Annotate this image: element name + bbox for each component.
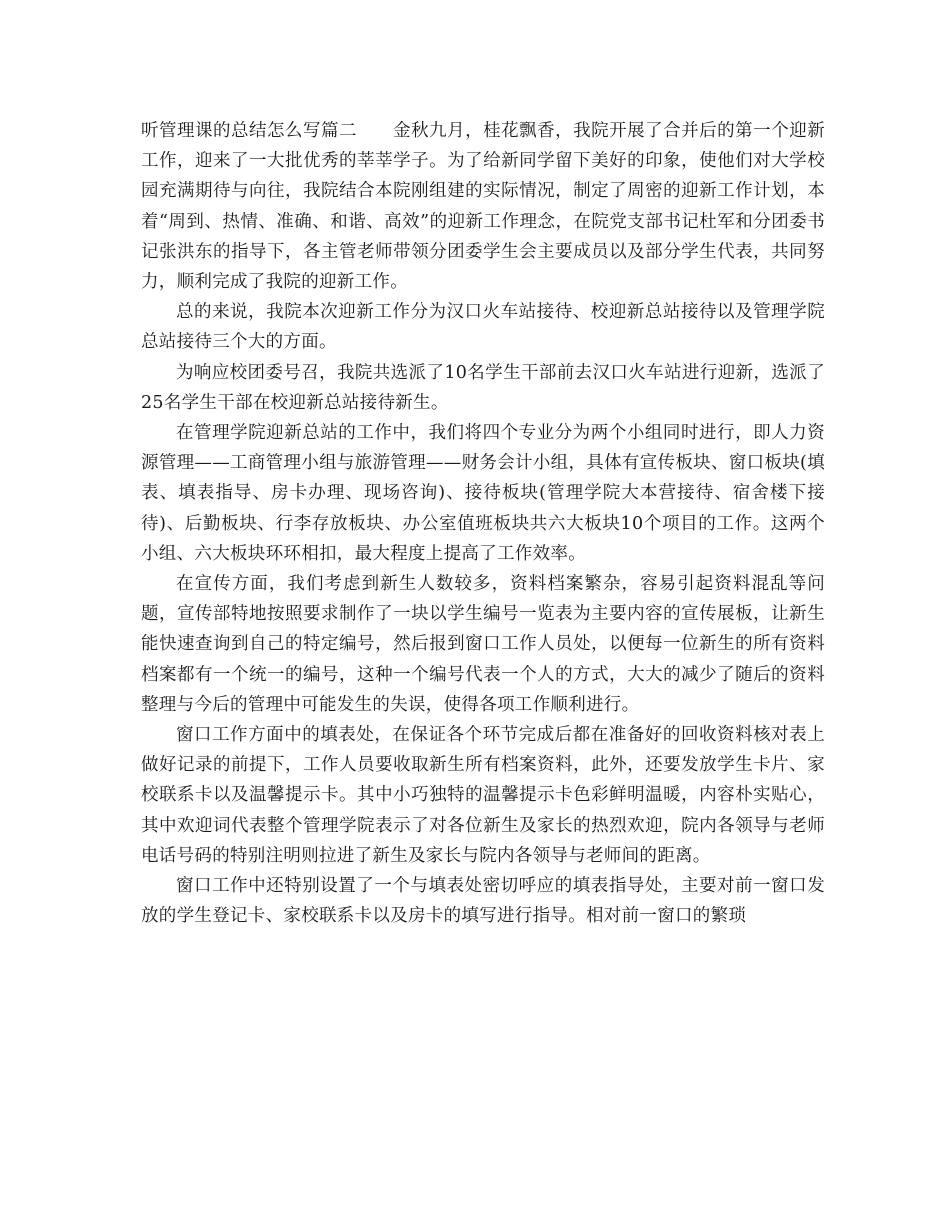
paragraph-6: 窗口工作方面中的填表处，在保证各个环节完成后都在准备好的回收资料核对表上做好记录的前提下，工作人员要收取新生所有档案资料，此外，还要发放学生卡片、家校联系卡以及温馨提示卡。其中小巧独特的温馨提示卡色彩鲜明温暖，内容朴实贴心，其中欢迎词代表整个管理学院表示了对各位新生及家长的热烈欢迎，院内各领导与老师电话号码的特别注明则拉进了新生及家长与院内各领导与老师间的距离。	[141, 725, 825, 866]
paragraph-7: 窗口工作中还特别设置了一个与填表处密切呼应的填表指导处，主要对前一窗口发放的学生登记卡、家校联系卡以及房卡的填写进行指导。相对前一窗口的繁琐	[141, 876, 825, 927]
paragraph-text: 金秋九月，桂花飘香，我院开展了合并后的第一个迎新工作，迎来了一大批优秀的莘莘学子。为了给新同学留下美好的印象，使他们对大学校园充满期待与向往，我院结合本院刚组建的实际情况，制定了周密的迎新工作计划，本着“周到、热情、准确、和谐、高效”的迎新工作理念，在院党支部书记杜军和分团委书记张洪东的指导下，各主管老师带领分团委学生会主要成员以及部分学生代表，共同努力，顺利完成了我院的迎新工作。	[141, 121, 825, 293]
opening-paragraph	[141, 116, 825, 297]
paragraph-5: 在宣传方面，我们考虑到新生人数较多，资料档案繁杂，容易引起资料混乱等问题，宣传部特地按照要求制作了一块以学生编号一览表为主要内容的宣传展板，让新生能快速查询到自己的特定编号，然后报到窗口工作人员处，以便每一位新生的所有资料档案都有一个统一的编号，这种一个编号代表一个人的方式，大大的减少了随后的资料整理与今后的管理中可能发生的失误，使得各项工作顺利进行。	[141, 574, 825, 715]
document-body	[141, 116, 825, 931]
paragraph-3: 为响应校团委号召，我院共选派了10名学生干部前去汉口火车站进行迎新，选派了25名学生干部在校迎新总站接待新生。	[141, 362, 825, 413]
paragraph-4: 在管理学院迎新总站的工作中，我们将四个专业分为两个小组同时进行，即人力资源管理——工商管理小组与旅游管理——财务会计小组，具体有宣传板块、窗口板块(填表、填表指导、房卡办理、现场咨询)、接待板块(管理学院大本营接待、宿舍楼下接待)、后勤板块、行李存放板块、办公室值班板块共六大板块10个项目的工作。这两个小组、六大板块环环相扣，最大程度上提高了工作效率。	[141, 423, 825, 564]
document-title: 听管理课的总结怎么写篇二	[141, 121, 358, 141]
paragraph-2: 总的来说，我院本次迎新工作分为汉口火车站接待、校迎新总站接待以及管理学院总站接待三个大的方面。	[141, 302, 825, 353]
